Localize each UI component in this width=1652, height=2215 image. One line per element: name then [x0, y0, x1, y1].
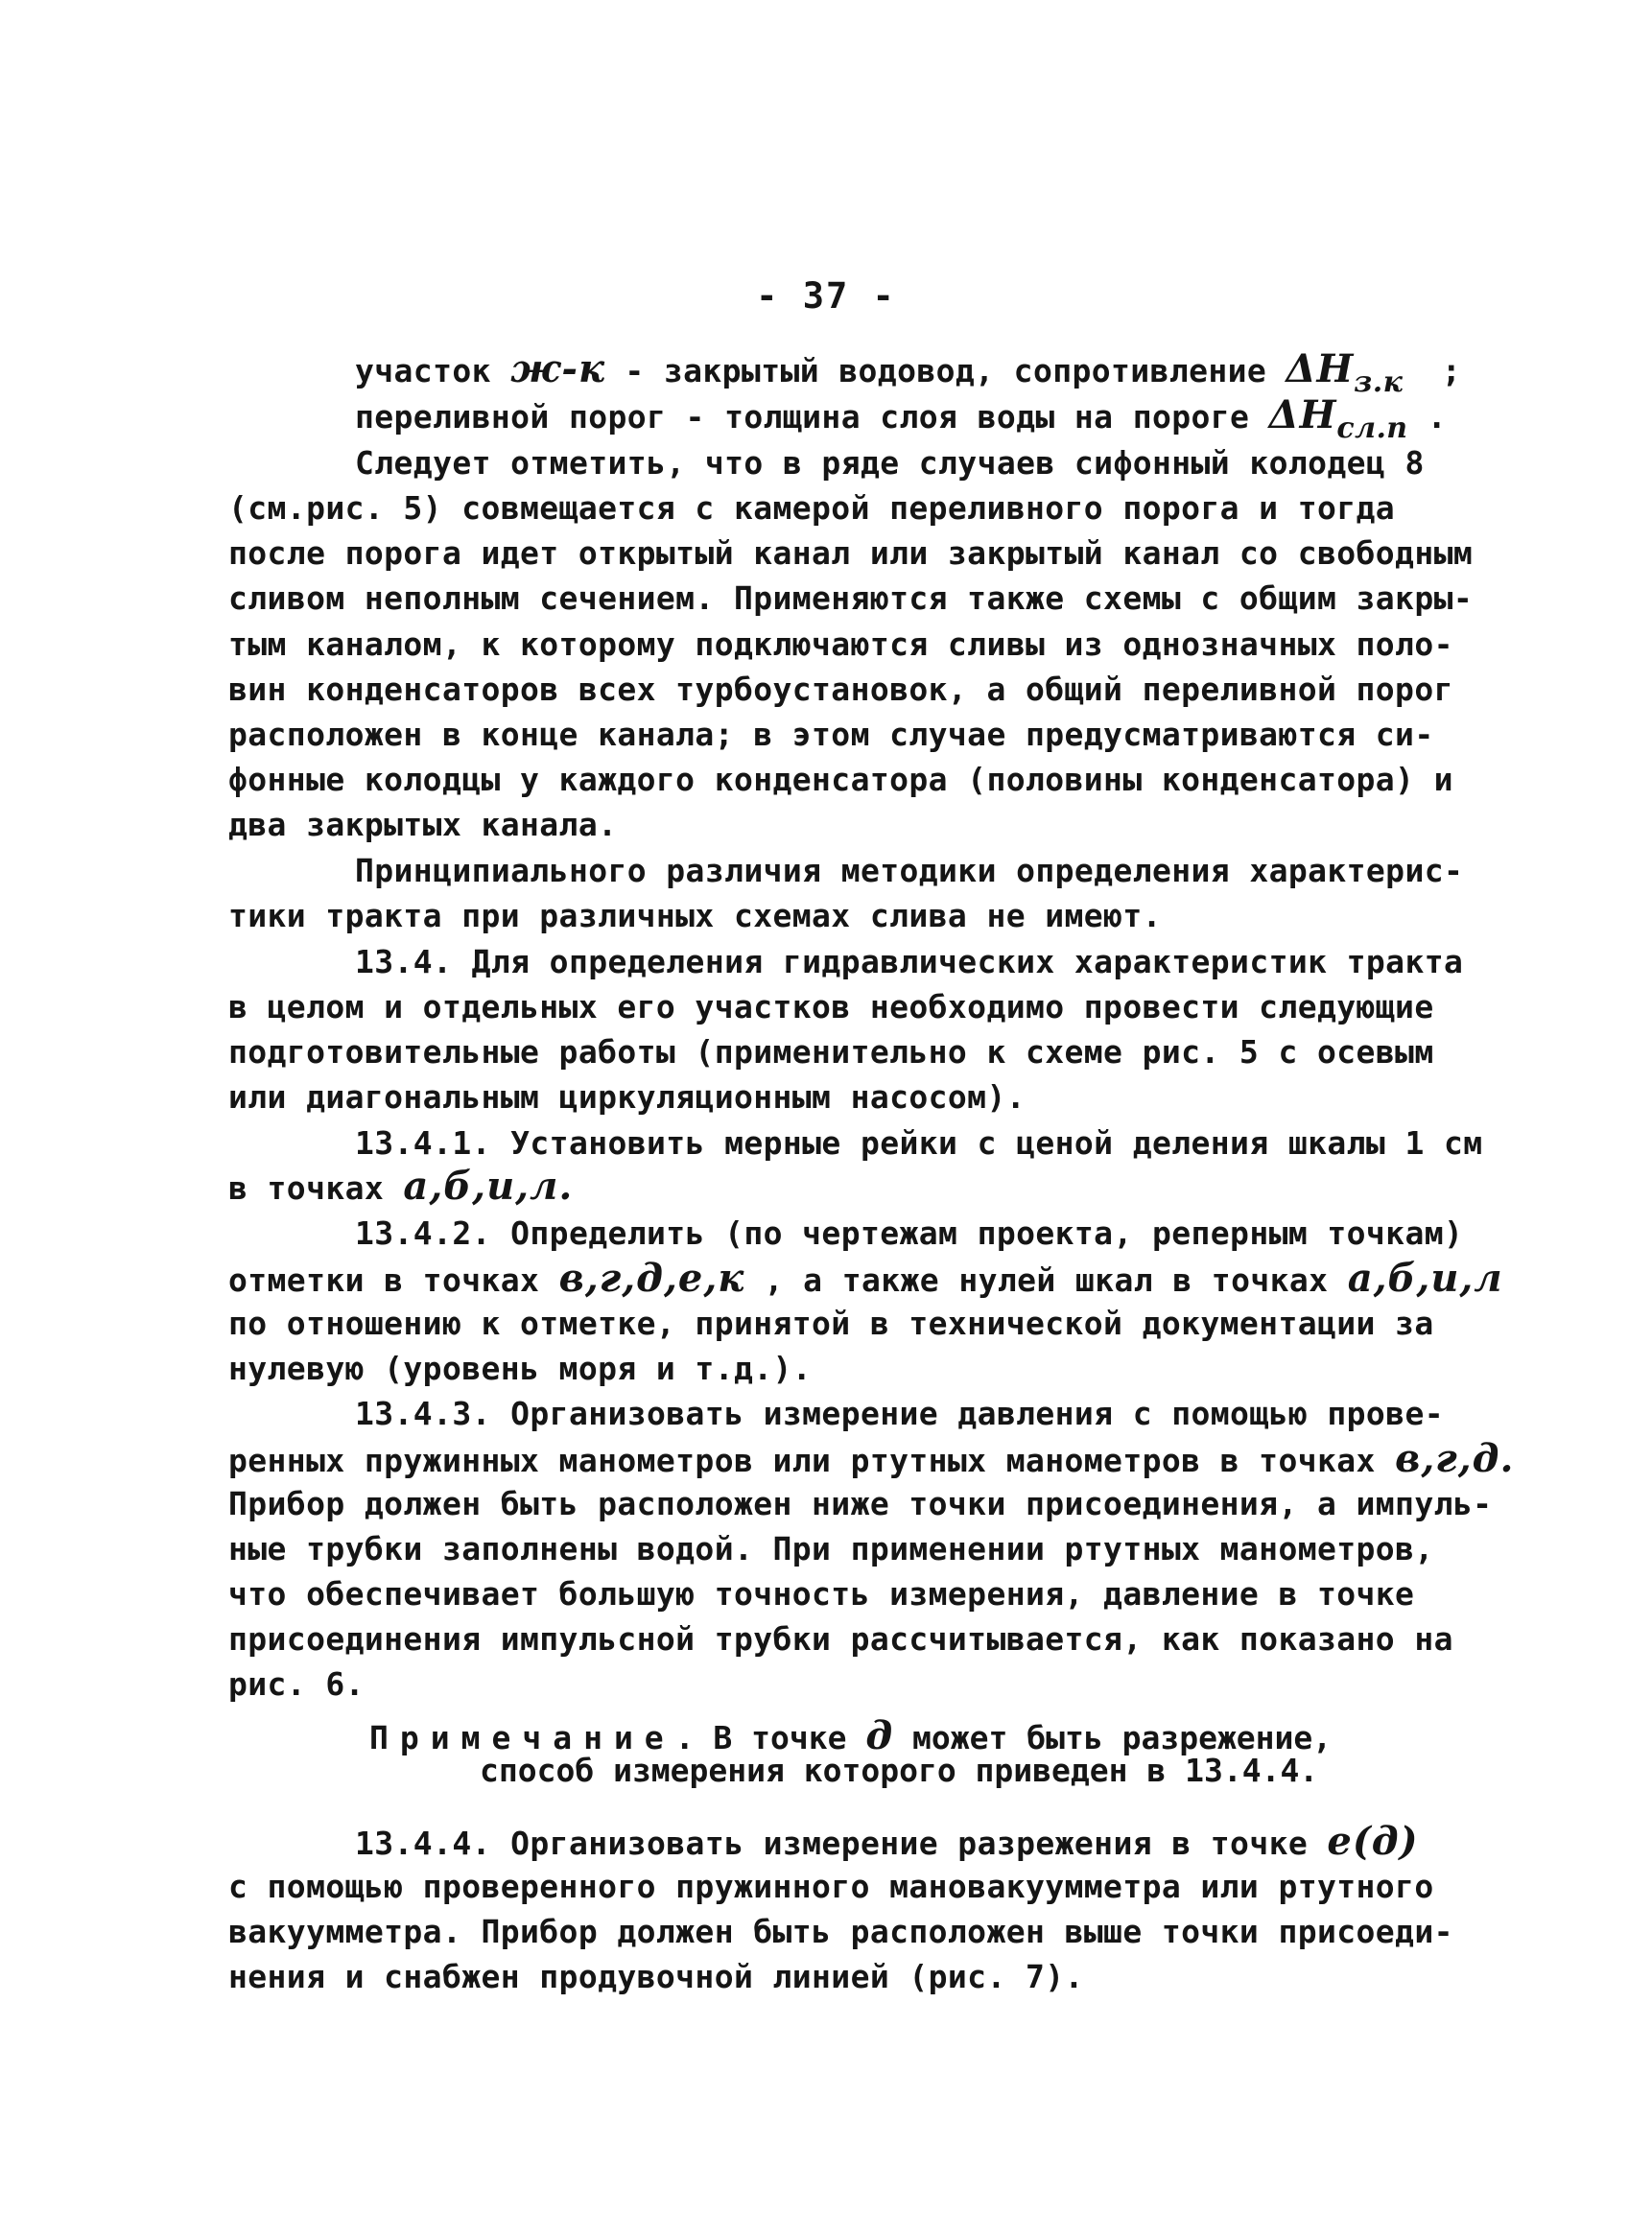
- text-line-20: 13.4.2. Определить (по чертежам проекта, реперным точкам): [355, 1214, 1464, 1252]
- text-line-3: Следует отметить, что в ряде случаев сифонный колодец 8: [355, 444, 1425, 482]
- text-line-2: [355, 392, 1583, 445]
- page-number: - 37 -: [756, 275, 896, 317]
- formula-segment: в,г,д.: [1395, 1436, 1515, 1481]
- text-segment: .: [1407, 398, 1448, 436]
- text-line-8: вин конденсаторов всех турбоустановок, а общий переливной порог: [228, 671, 1453, 708]
- text-line-33: вакуумметра. Прибор должен быть расположен выше точки присоеди-: [228, 1913, 1453, 1950]
- formula-symbol: ΔH: [1286, 346, 1355, 391]
- text-line-19: [228, 1166, 1456, 1210]
- text-line-10: фонные колодцы у каждого конденсатора (половины конденсатора) и: [228, 761, 1453, 798]
- text-segment: . В точке: [674, 1719, 866, 1756]
- formula-subscript: з.к: [1354, 365, 1404, 399]
- text-segment: ;: [1403, 352, 1462, 389]
- text-line-6: сливом неполным сечением. Применяются также схемы с общим закры-: [228, 579, 1474, 617]
- text-line-9: расположен в конце канала; в этом случае предусматриваются си-: [228, 716, 1434, 753]
- text-line-21: [228, 1256, 1503, 1302]
- text-line-23: нулевую (уровень моря и т.д.).: [228, 1350, 813, 1387]
- text-line-15: в целом и отдельных его участков необходимо провести следующие: [228, 988, 1434, 1025]
- note-line-2: способ измерения которого приведен в 13.4.4.: [480, 1752, 1319, 1789]
- formula-segment: ж-к: [510, 346, 606, 391]
- text-line-29: присоединения импульсной трубки рассчитывается, как показано на: [228, 1620, 1453, 1658]
- text-line-27: ные трубки заполнены водой. При применении ртутных манометров,: [228, 1530, 1434, 1567]
- text-line-11: два закрытых канала.: [228, 806, 618, 843]
- formula-segment: в,г,д,е,к: [558, 1256, 745, 1301]
- text-line-7: тым каналом, к которому подключаются сливы из однозначных поло-: [228, 625, 1453, 663]
- text-line-31: [355, 1821, 1583, 1865]
- formula-subscript: сл.п: [1336, 412, 1408, 445]
- text-segment: - закрытый водовод, сопротивление: [605, 352, 1286, 389]
- text-line-26: Прибор должен быть расположен ниже точки присоединения, а импуль-: [228, 1485, 1493, 1522]
- text-segment: ренных пружинных манометров или ртутных манометров в точках: [228, 1442, 1396, 1479]
- text-line-28: что обеспечивает большую точность измерения, давление в точке: [228, 1575, 1415, 1613]
- text-segment: отметки в точках: [228, 1261, 559, 1299]
- text-line-24: 13.4.3. Организовать измерение давления с помощью прове-: [355, 1395, 1444, 1432]
- text-line-18: 13.4.1. Установить мерные рейки с ценой деления шкалы 1 см: [355, 1124, 1483, 1162]
- text-line-32: с помощью проверенного пружинного мановакуумметра или ртутного: [228, 1868, 1434, 1905]
- text-line-30: рис. 6.: [228, 1665, 365, 1703]
- text-segment: в точках: [228, 1169, 404, 1207]
- text-line-25: [228, 1436, 1515, 1482]
- text-line-12: Принципиального различия методики определения характерис-: [355, 852, 1464, 889]
- text-segment: 13.4.4. Организовать измерение разрежения в точке: [355, 1825, 1328, 1862]
- formula-segment: е(д): [1327, 1819, 1419, 1864]
- text-line-13: тики тракта при различных схемах слива не имеют.: [228, 897, 1162, 934]
- text-line-5: после порога идет открытый канал или закрытый канал со свободным: [228, 534, 1474, 572]
- text-segment: , а также нулей шкал в точках: [744, 1261, 1348, 1299]
- text-line-4: (см.рис. 5) совмещается с камерой переливного порога и тогда: [228, 489, 1396, 527]
- text-line-22: по отношению к отметке, принятой в технической документации за: [228, 1305, 1434, 1342]
- formula-symbol: ΔH: [1268, 392, 1337, 437]
- text-segment: участок: [355, 352, 511, 389]
- text-segment: переливной порог - толщина слоя воды на пороге: [355, 398, 1269, 436]
- formula-segment: а,б,и,л: [1347, 1256, 1503, 1301]
- text-line-16: подготовительные работы (применительно к схеме рис. 5 с осевым: [228, 1033, 1434, 1071]
- text-segment: может быть разрежение,: [893, 1719, 1333, 1756]
- text-line-17: или диагональным циркуляционным насосом).: [228, 1078, 1026, 1116]
- text-line-14: 13.4. Для определения гидравлических характеристик тракта: [355, 943, 1464, 980]
- text-line-1: [355, 346, 1583, 399]
- formula-segment: д: [865, 1713, 894, 1758]
- formula-segment: а,б,и,л.: [403, 1164, 574, 1209]
- note-heading: Примечание: [369, 1719, 675, 1756]
- text-line-34: нения и снабжен продувочной линией (рис. 7).: [228, 1958, 1084, 1995]
